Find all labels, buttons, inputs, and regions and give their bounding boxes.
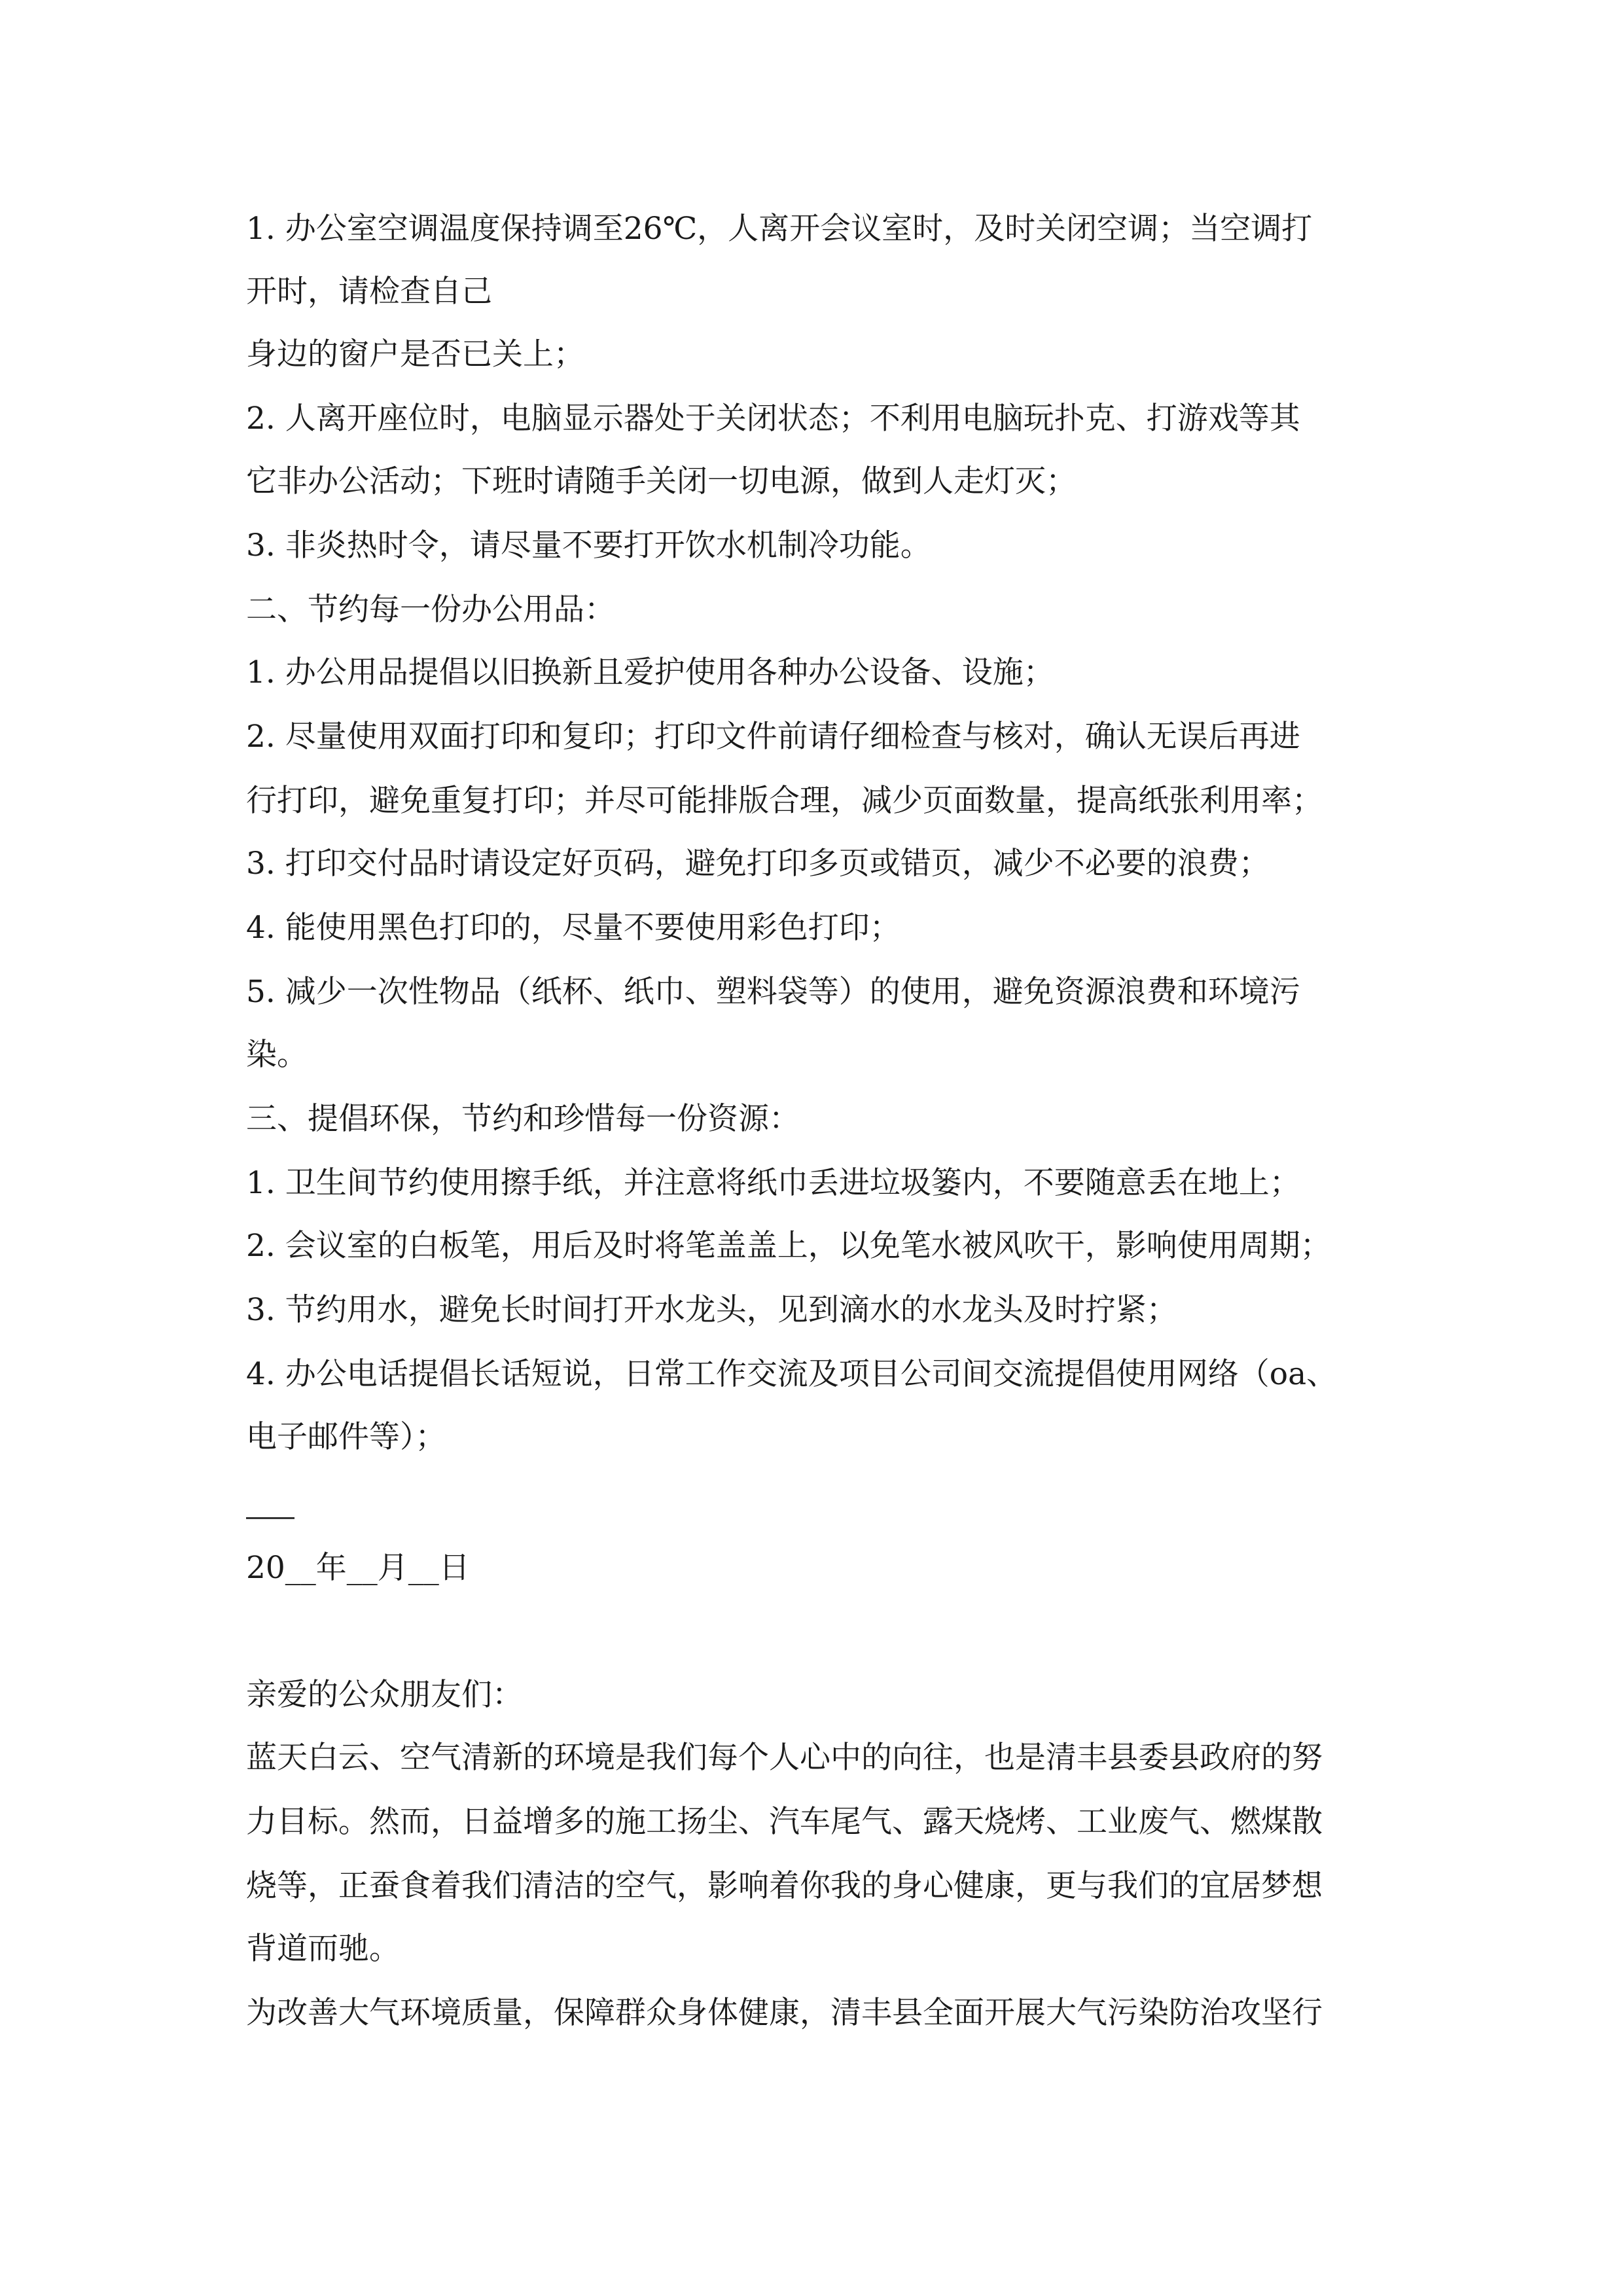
text-line: 1. 卫生间节约使用擦手纸，并注意将纸巾丢进垃圾篓内，不要随意丢在地上； <box>246 1165 1300 1201</box>
text-line: 3. 非炎热时令，请尽量不要打开饮水机制冷功能。 <box>246 528 931 564</box>
text-line: 1. 办公用品提倡以旧换新且爱护使用各种办公设备、设施； <box>246 655 1054 691</box>
salutation: 亲爱的公众朋友们： <box>246 1677 523 1713</box>
text-line: 染。 <box>246 1037 308 1073</box>
text-line: 它非办公活动；下班时请随手关闭一切电源，做到人走灯灭； <box>246 463 1077 499</box>
text-line: 行打印，避免重复打印；并尽可能排版合理，减少页面数量，提高纸张利用率； <box>246 783 1323 819</box>
text-line: 2. 尽量使用双面打印和复印；打印文件前请仔细检查与核对，确认无误后再进 <box>246 719 1300 755</box>
text-line: 3. 节约用水，避免长时间打开水龙头，见到滴水的水龙头及时拧紧； <box>246 1292 1177 1328</box>
text-line: 4. 办公电话提倡长话短说，日常工作交流及项目公司间交流提倡使用网络（oa、 <box>246 1356 1338 1392</box>
text-line: 1. 办公室空调温度保持调至26℃，人离开会议室时，及时关闭空调；当空调打 <box>246 211 1313 247</box>
text-line: 2. 会议室的白板笔，用后及时将笔盖盖上，以免笔水被风吹干，影响使用周期； <box>246 1228 1331 1264</box>
text-line: 2. 人离开座位时，电脑显示器处于关闭状态；不利用电脑玩扑克、打游戏等其 <box>246 401 1300 437</box>
text-line: 5. 减少一次性物品（纸杯、纸巾、塑料袋等）的使用，避免资源浪费和环境污 <box>246 974 1300 1010</box>
text-line: 4. 能使用黑色打印的，尽量不要使用彩色打印； <box>246 910 901 946</box>
section-heading: 二、节约每一份办公用品： <box>246 592 615 628</box>
text-line: 背道而驰。 <box>246 1931 400 1967</box>
text-line: 蓝天白云、空气清新的环境是我们每个人心中的向往，也是清丰县委县政府的努 <box>246 1740 1323 1776</box>
text-line: 烧等，正蚕食着我们清洁的空气，影响着你我的身心健康，更与我们的宜居梦想 <box>246 1868 1323 1904</box>
section-heading: 三、提倡环保，节约和珍惜每一份资源： <box>246 1101 800 1137</box>
date-line: 20__年__月__日 <box>246 1550 470 1586</box>
text-line: 身边的窗户是否已关上； <box>246 336 584 372</box>
text-line: 电子邮件等）； <box>246 1419 446 1455</box>
signature-rule <box>246 1517 294 1519</box>
text-line: 3. 打印交付品时请设定好页码，避免打印多页或错页，减少不必要的浪费； <box>246 846 1270 882</box>
text-line: 为改善大气环境质量，保障群众身体健康，清丰县全面开展大气污染防治攻坚行 <box>246 1995 1323 2031</box>
text-line: 开时，请检查自己 <box>246 274 492 310</box>
text-line: 力目标。然而，日益增多的施工扬尘、汽车尾气、露天烧烤、工业废气、燃煤散 <box>246 1804 1323 1840</box>
